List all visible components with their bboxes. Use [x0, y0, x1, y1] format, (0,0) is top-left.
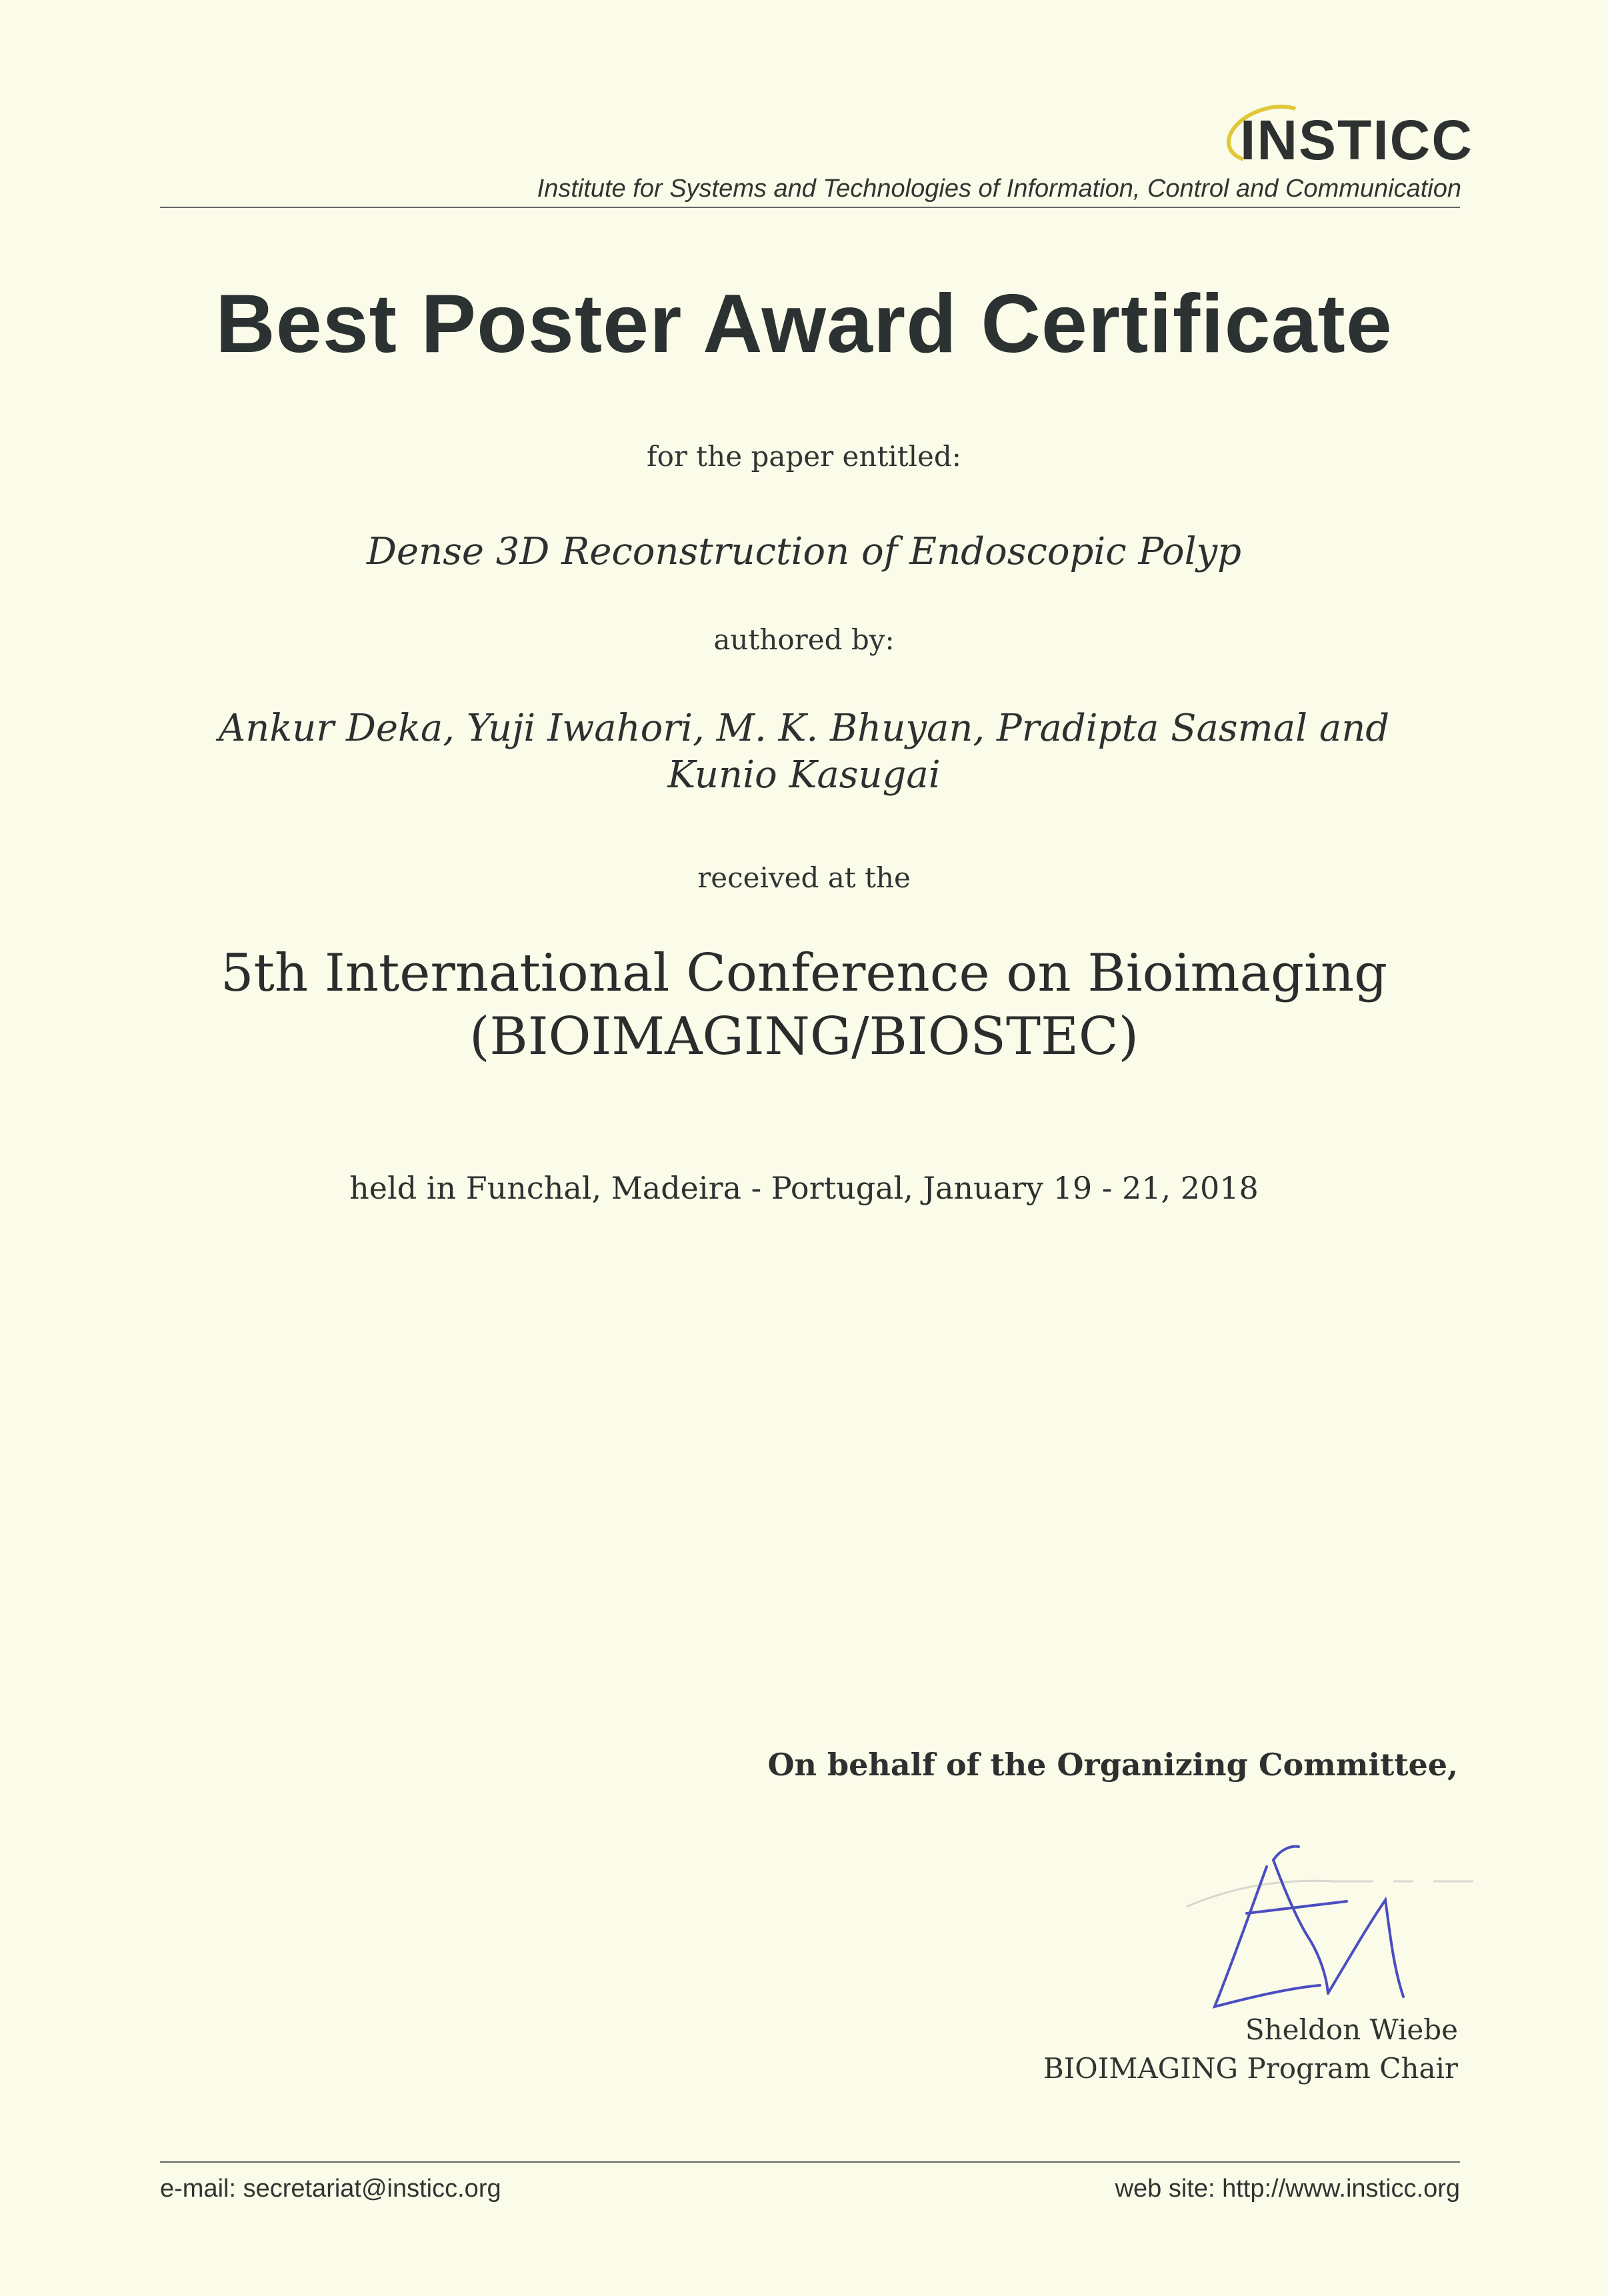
for-paper-label: for the paper entitled: — [647, 440, 961, 473]
signature-image — [1173, 1840, 1480, 2033]
authors-line-1: Ankur Deka, Yuji Iwahori, M. K. Bhuyan, Pradipta Sasmal and — [218, 707, 1390, 750]
certificate-title: Best Poster Award Certificate — [215, 278, 1393, 370]
paper-title: Dense 3D Reconstruction of Endoscopic Polyp — [366, 530, 1241, 573]
conference-acronym: (BIOIMAGING/BIOSTEC) — [469, 1007, 1139, 1067]
insticc-logo — [1220, 107, 1473, 173]
footer-website: web site: http://www.insticc.org — [1115, 2175, 1460, 2203]
conference-name: 5th International Conference on Bioimaging — [220, 943, 1388, 1003]
footer-divider — [160, 2161, 1460, 2163]
signer-role: BIOIMAGING Program Chair — [1043, 2052, 1458, 2085]
footer-email: e-mail: secretariat@insticc.org — [160, 2175, 501, 2203]
authors-line-2: Kunio Kasugai — [667, 753, 941, 797]
received-label: received at the — [697, 861, 911, 894]
event-location-date: held in Funchal, Madeira - Portugal, January 19 - 21, 2018 — [349, 1170, 1259, 1206]
behalf-text: On behalf of the Organizing Committee, — [767, 1747, 1458, 1783]
institute-name: Institute for Systems and Technologies of Information, Control and Communication — [537, 175, 1461, 203]
header-divider — [160, 207, 1460, 208]
signer-name: Sheldon Wiebe — [1245, 2013, 1458, 2046]
authored-by-label: authored by: — [713, 623, 895, 656]
logo-text: INSTICC — [1240, 109, 1473, 171]
